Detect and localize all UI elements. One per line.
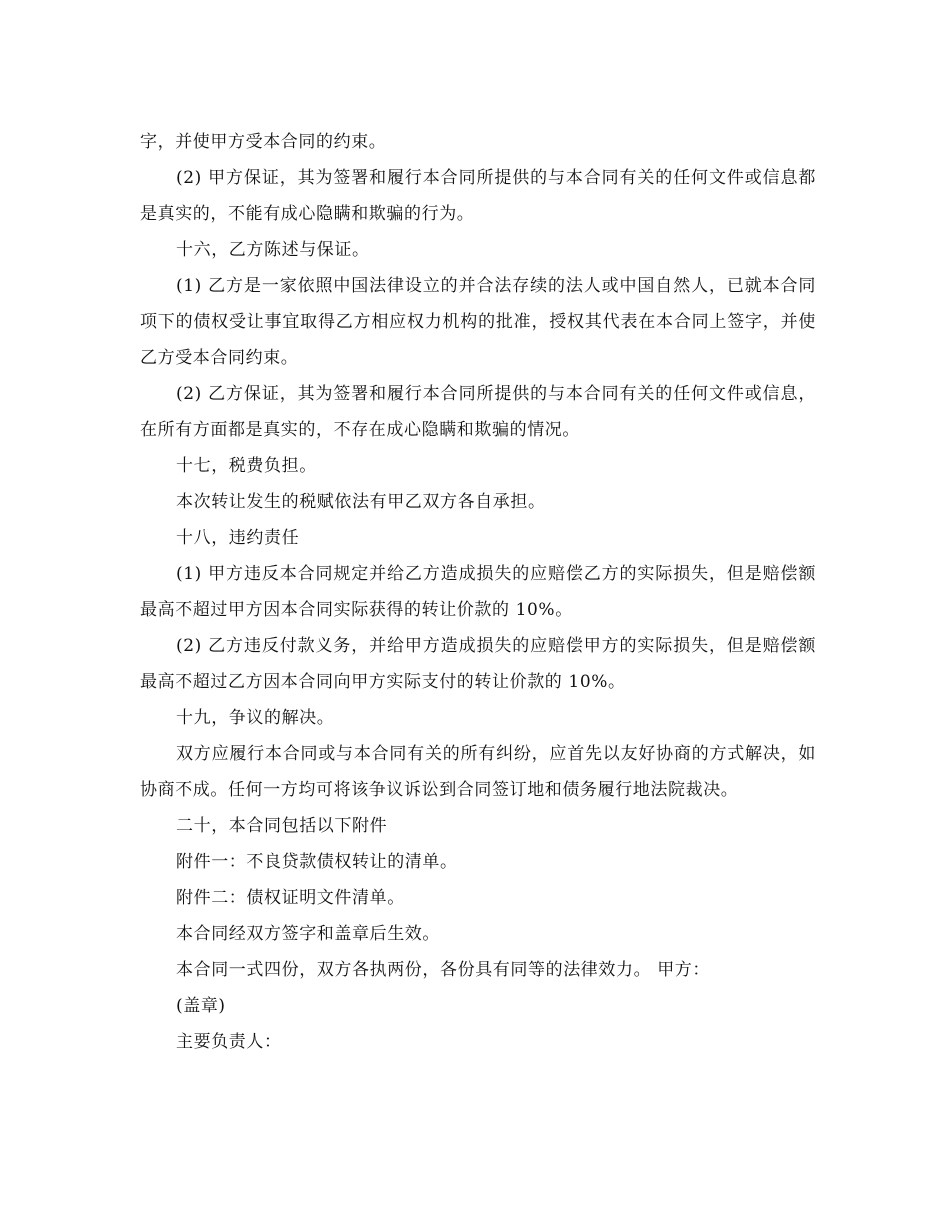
paragraph-copies: 本合同一式四份，双方各执两份，各份具有同等的法律效力。 甲方： <box>176 960 711 980</box>
paragraph-party-b-guarantee-2: (2) 乙方保证，其为签署和履行本合同所提供的与本合同有关的任何文件或信息，在所有方面都是真实的，不存在成心隐瞒和欺骗的情况。 <box>140 384 816 440</box>
paragraph-party-b-statement-1: (1) 乙方是一家依照中国法律设立的并合法存续的法人或中国自然人，已就本合同项下的债权受让事宜取得乙方相应权力机构的批准，授权其代表在本合同上签字，并使乙方受本合同约束。 <box>140 276 816 368</box>
section-heading-19: 十九，争议的解决。 <box>176 708 335 728</box>
paragraph-responsible-person: 主要负责人： <box>176 1032 282 1052</box>
paragraph-tax: 本次转让发生的税赋依法有甲乙双方各自承担。 <box>176 492 546 512</box>
section-heading-17: 十七，税费负担。 <box>176 456 317 476</box>
section-heading-18: 十八，违约责任 <box>176 528 300 548</box>
paragraph-liability-1: (1) 甲方违反本合同规定并给乙方造成损失的应赔偿乙方的实际损失，但是赔偿额最高不超过甲方因本合同实际获得的转让价款的 10%。 <box>140 564 816 620</box>
section-heading-16: 十六，乙方陈述与保证。 <box>176 240 370 260</box>
paragraph-seal: (盖章) <box>176 996 226 1016</box>
paragraph-attachment-2: 附件二：债权证明文件清单。 <box>176 888 405 908</box>
section-heading-20: 二十，本合同包括以下附件 <box>176 816 388 836</box>
paragraph-liability-2: (2) 乙方违反付款义务，并给甲方造成损失的应赔偿甲方的实际损失，但是赔偿额最高不超过乙方因本合同向甲方实际支付的转让价款的 10%。 <box>140 636 816 692</box>
paragraph-dispute: 双方应履行本合同或与本合同有关的所有纠纷，应首先以友好协商的方式解决，如协商不成。任何一方均可将该争议诉讼到合同签订地和债务履行地法院裁决。 <box>140 744 816 800</box>
document-body <box>140 124 816 1060</box>
paragraph-continuation: 字，并使甲方受本合同的约束。 <box>140 132 387 152</box>
paragraph-attachment-1: 附件一：不良贷款债权转让的清单。 <box>176 852 458 872</box>
paragraph-party-a-guarantee-2: (2) 甲方保证，其为签署和履行本合同所提供的与本合同有关的任何文件或信息都是真实的，不能有成心隐瞒和欺骗的行为。 <box>140 168 816 224</box>
paragraph-effective: 本合同经双方签字和盖章后生效。 <box>176 924 440 944</box>
